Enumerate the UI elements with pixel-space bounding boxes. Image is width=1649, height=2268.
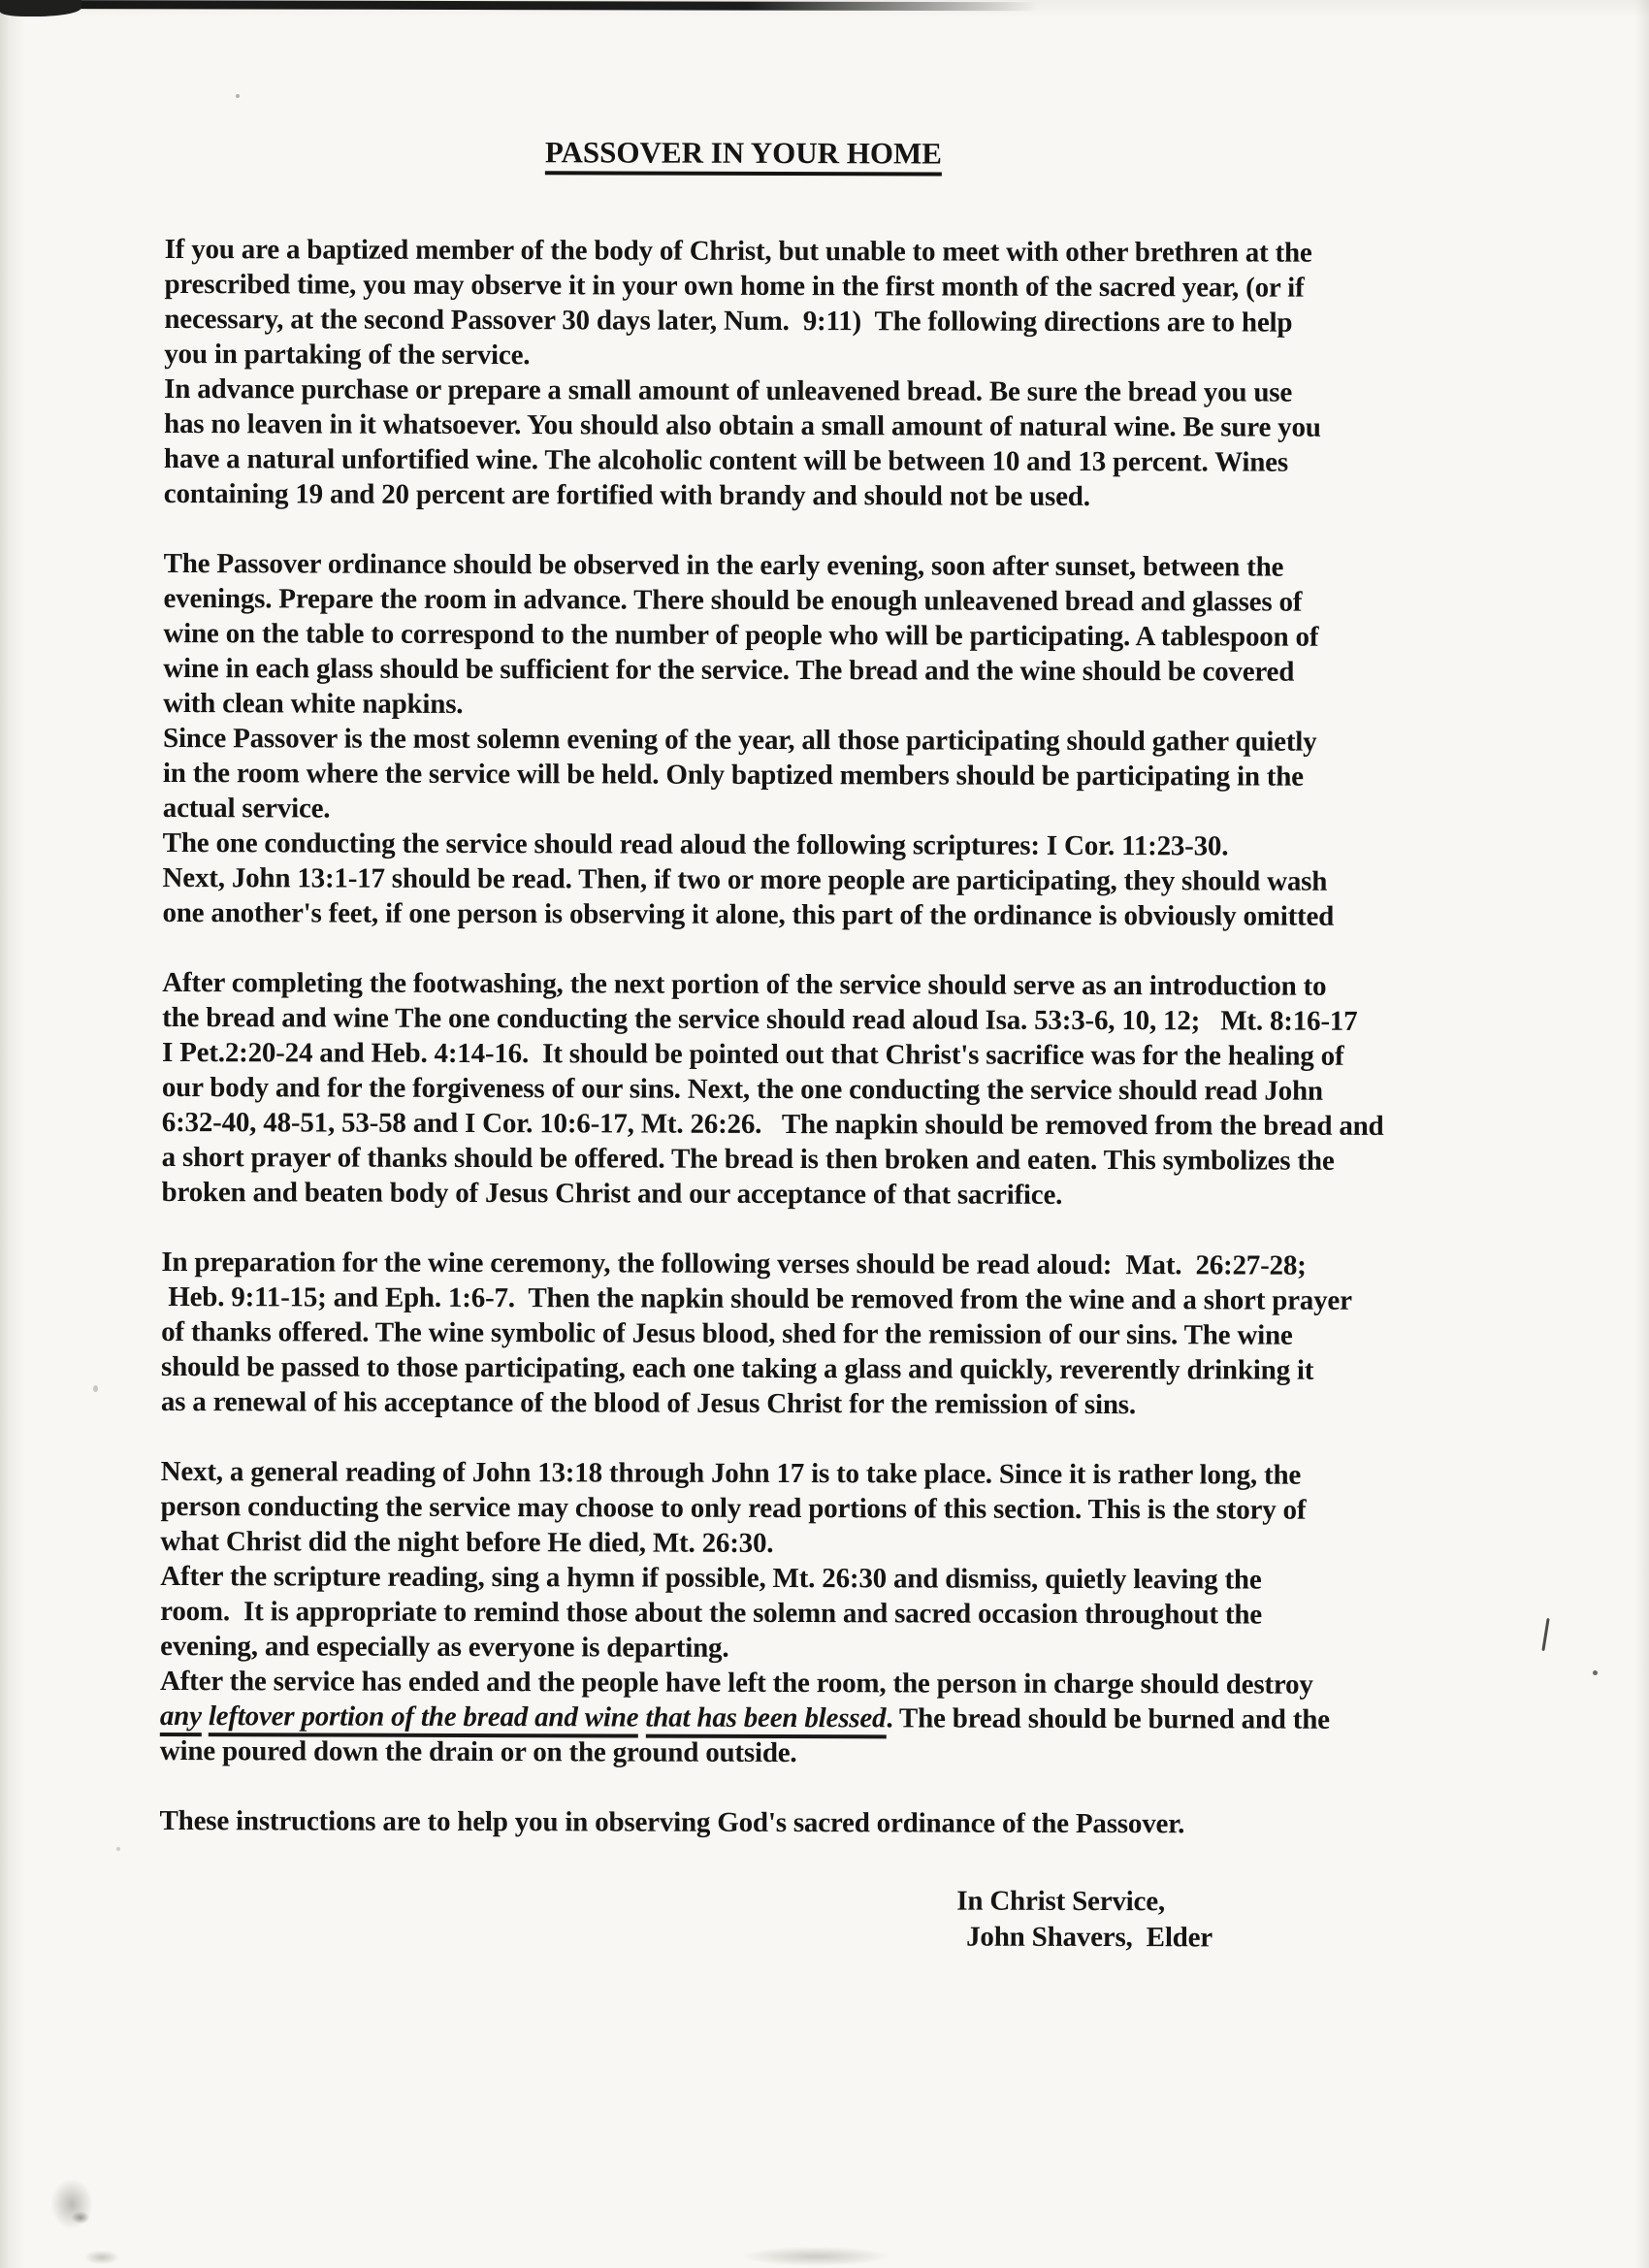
text-line: After completing the footwashing, the next portion of the service should serve as an introduction to — [162, 966, 1327, 1002]
text-line: what Christ did the night before He died, Mt. 26:30. — [160, 1525, 774, 1559]
document-body — [159, 232, 1522, 1842]
text-line: After the scripture reading, sing a hymn if possible, Mt. 26:30 and dismiss, quietly leaving the — [160, 1560, 1262, 1596]
document-content — [159, 134, 1523, 1957]
text-line: The one conducting the service should read aloud the following scriptures: I Cor. 11:23-30. — [162, 826, 1229, 862]
text-line: After the service has ended and the people have left the room, the person in charge should destroy — [159, 1665, 1313, 1701]
paragraph-block — [164, 232, 1523, 515]
text-line: evening, and especially as everyone is departing. — [160, 1630, 729, 1664]
scan-artifact-smudge — [72, 2212, 89, 2223]
document-title: PASSOVER IN YOUR HOME — [545, 135, 942, 176]
text-line: The Passover ordinance should be observed in the early evening, soon after sunset, between the — [163, 547, 1284, 583]
text-line: have a natural unfortified wine. The alcoholic content will be between 10 and 13 percent. Wines — [163, 442, 1288, 478]
text-line: the bread and wine The one conducting the service should read aloud Isa. 53:3-6, 10, 12; Mt. 8:16-17 — [162, 1001, 1358, 1037]
text-line — [160, 1699, 1518, 1737]
text-line: I Pet.2:20-24 and Heb. 4:14-16. It should be pointed out that Christ's sacrifice was for the healing of — [161, 1036, 1344, 1072]
text-line: containing 19 and 20 percent are fortified with brandy and should not be used. — [163, 477, 1090, 512]
text-line: as a renewal of his acceptance of the blood of Jesus Christ for the remission of sins. — [160, 1385, 1136, 1421]
scan-artifact-smudge — [85, 2251, 118, 2264]
text-line: in the room where the service will be held. Only baptized members should be participating in the — [162, 757, 1304, 793]
signature-line-2: John Shavers, Elder — [966, 1921, 1213, 1954]
text-line: wine in each glass should be sufficient for the service. The bread and the wine should be covered — [163, 652, 1295, 688]
text-line: In preparation for the wine ceremony, the following verses should be read aloud: Mat. 26:27-28; — [161, 1246, 1307, 1281]
text-line: person conducting the service may choose to only read portions of this section. This is the story of — [160, 1490, 1307, 1526]
text-line: evenings. Prepare the room in advance. There should be enough unleavened bread and glasses of — [163, 582, 1303, 618]
text-line: actual service. — [162, 792, 331, 825]
scan-artifact-smudge — [50, 2179, 93, 2229]
scan-artifact-speck — [236, 94, 240, 98]
scan-artifact-top-edge — [0, 0, 1038, 11]
paragraph-block — [161, 1245, 1520, 1423]
paragraph-block — [159, 1803, 1517, 1842]
text-line: broken and beaten body of Jesus Christ and our acceptance of that sacrifice. — [161, 1176, 1063, 1211]
scan-artifact-top-corner — [0, 0, 81, 16]
text-line: one another's feet, if one person is observing it alone, this part of the ordinance is obviously omitted — [162, 896, 1335, 932]
text-line: Since Passover is the most solemn evening of the year, all those participating should gather quietly — [162, 722, 1317, 758]
emphasized-text: any — [160, 1701, 202, 1736]
paragraph-block — [160, 1454, 1519, 1772]
text-line: should be passed to those participating, each one taking a glass and quickly, reverently drinking it — [160, 1350, 1314, 1386]
plain-text: . The bread should be burned and the — [886, 1702, 1330, 1735]
text-line: with clean white napkins. — [163, 687, 464, 720]
text-line: Heb. 9:11-15; and Eph. 1:6-7. Then the napkin should be removed from the wine and a short prayer — [161, 1280, 1352, 1316]
text-line: 6:32-40, 48-51, 53-58 and I Cor. 10:6-17, Mt. 26:26. The napkin should be removed from the bread and — [161, 1106, 1384, 1142]
text-line: These instructions are to help you in observing God's sacred ordinance of the Passover. — [159, 1804, 1185, 1840]
scan-artifact-smudge — [743, 2247, 889, 2266]
plain-text — [638, 1702, 645, 1733]
text-line: a short prayer of thanks should be offered. The bread is then broken and eaten. This symbolizes the — [161, 1141, 1335, 1177]
text-line: has no leaven in it whatsoever. You should also obtain a small amount of natural wine. Be sure you — [164, 407, 1321, 443]
plain-text — [202, 1701, 209, 1732]
signature-line-1: In Christ Service, — [956, 1885, 1166, 1918]
text-line: wine on the table to correspond to the number of people who will be participating. A tablespoon of — [163, 617, 1319, 653]
text-line: Next, John 13:1-17 should be read. Then, if two or more people are participating, they should wash — [162, 861, 1328, 897]
scan-artifact-pen-mark — [1541, 1618, 1549, 1651]
scan-artifact-pen-dot — [1593, 1670, 1598, 1675]
text-line: Next, a general reading of John 13:18 through John 17 is to take place. Since it is rather long, the — [160, 1455, 1302, 1491]
scan-artifact-speck — [93, 1385, 98, 1392]
paragraph-block — [162, 546, 1521, 934]
text-line: If you are a baptized member of the body of Christ, but unable to meet with other brethren at the — [164, 233, 1312, 269]
text-line: In advance purchase or prepare a small amount of unleavened bread. Be sure the bread you use — [164, 373, 1293, 408]
text-line: prescribed time, you may observe it in your own home in the first month of the sacred year, (or if — [164, 268, 1305, 304]
text-line: necessary, at the second Passover 30 days later, Num. 9:11) The following directions are to help — [164, 303, 1293, 339]
signature-block — [956, 1884, 1517, 1958]
text-line: wine poured down the drain or on the ground outside. — [159, 1734, 797, 1769]
text-line: room. It is appropriate to remind those about the solemn and sacred occasion throughout the — [160, 1595, 1263, 1631]
text-line: you in partaking of the service. — [164, 338, 531, 372]
text-line: of thanks offered. The wine symbolic of Jesus blood, shed for the remission of our sins. The wine — [161, 1315, 1293, 1351]
paragraph-block — [162, 965, 1521, 1214]
emphasized-text: leftover portion of the bread and wine — [209, 1701, 639, 1737]
emphasized-text: that has been blessed — [645, 1702, 886, 1739]
text-line: our body and for the forgiveness of our sins. Next, the one conducting the service should read John — [161, 1071, 1323, 1107]
scan-artifact-speck — [116, 1847, 120, 1851]
